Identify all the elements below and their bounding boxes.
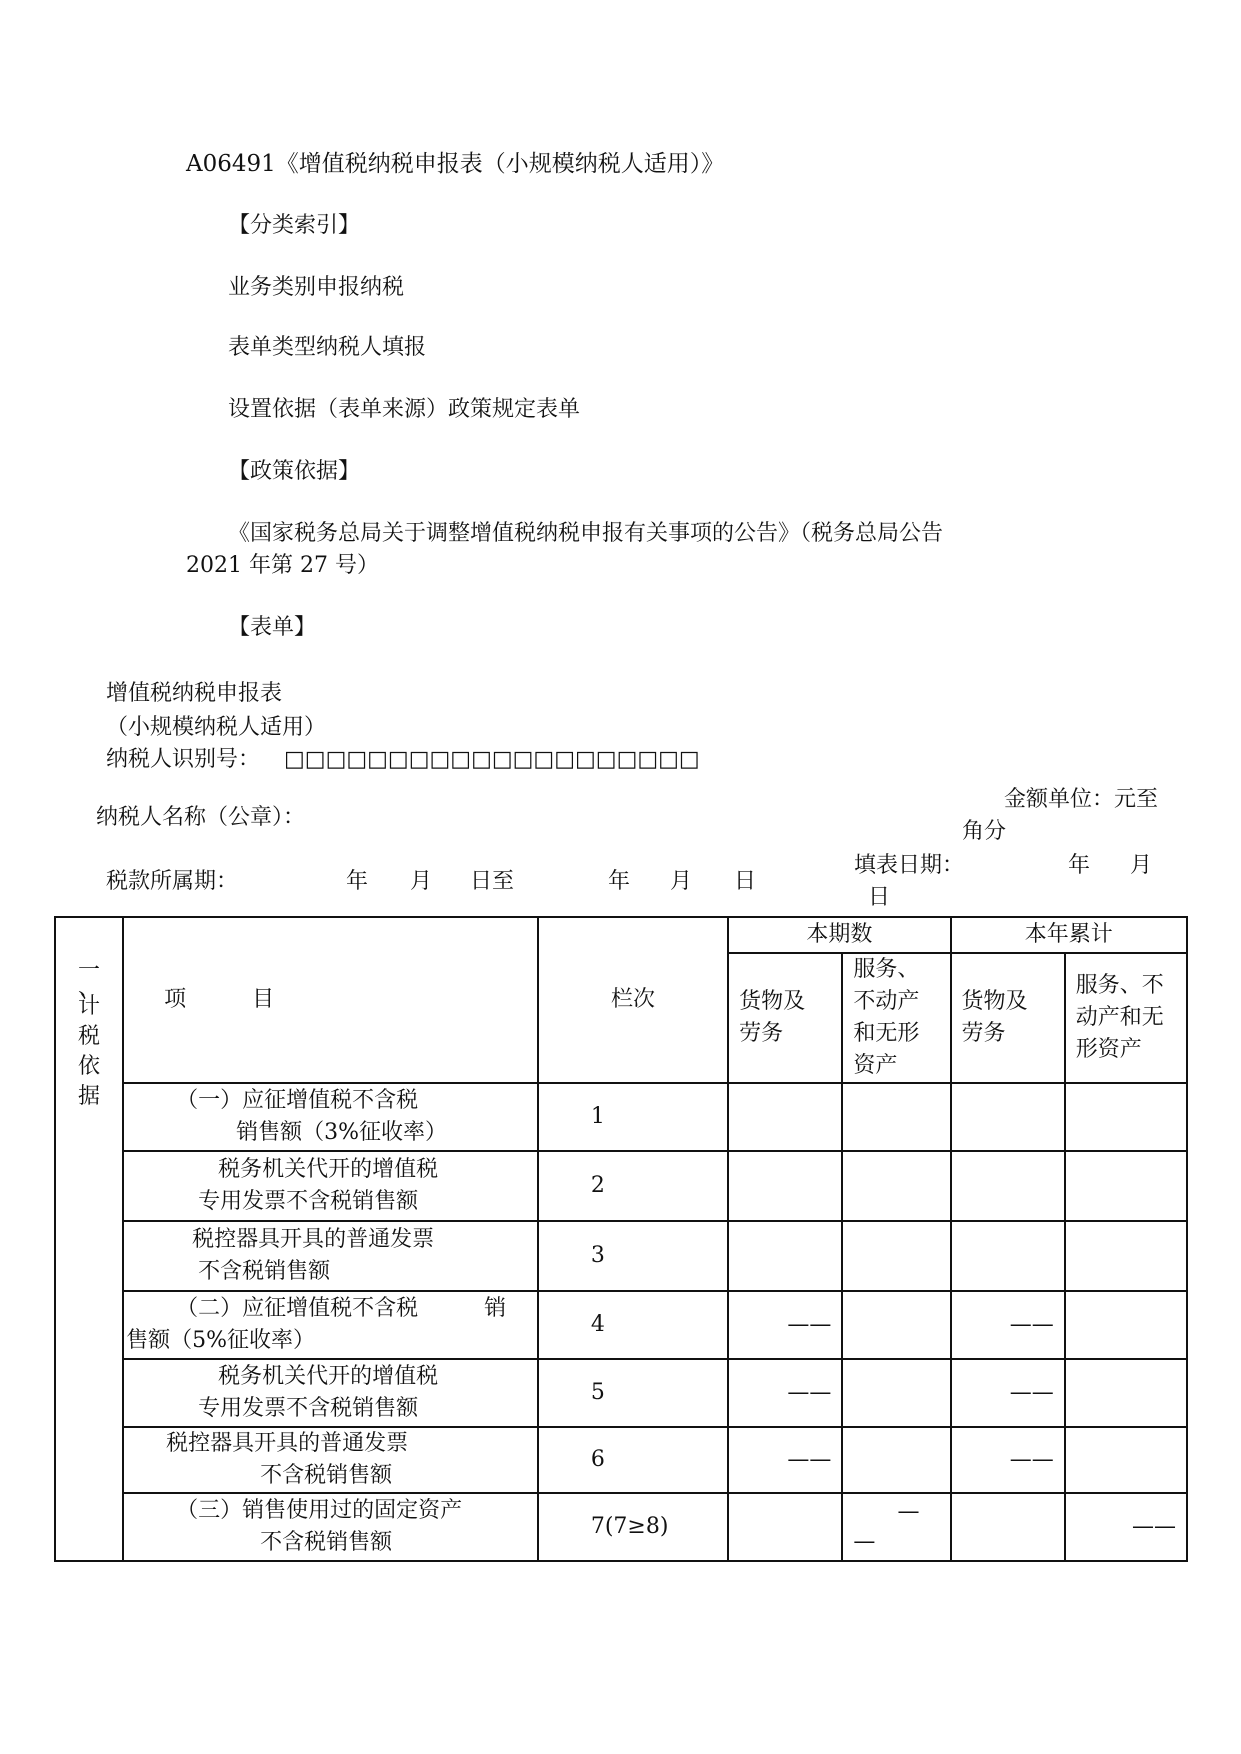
subheader-goods-line2: 劳务 <box>961 1021 1006 1046</box>
period-year-to: 年 <box>608 869 631 894</box>
row-number-cell: 2 <box>538 1151 728 1221</box>
cell-services-ytd[interactable] <box>1065 1427 1187 1493</box>
table-row <box>55 1493 1187 1561</box>
side-label-char: 依 <box>78 1054 101 1079</box>
subheader-services-line: 形资产 <box>1075 1037 1142 1062</box>
row-item-line2: 专用发票不含税销售额 <box>198 1396 419 1421</box>
section-heading-policy: 【政策依据】 <box>228 459 361 484</box>
subheader-goods-line1: 货物及 <box>961 989 1028 1014</box>
section-heading-form: 【表单】 <box>228 615 317 640</box>
row-item-label <box>123 1291 538 1359</box>
period-month-to: 月 <box>670 869 693 894</box>
cell-goods-current[interactable] <box>728 1493 842 1561</box>
cell-services-current[interactable] <box>842 1083 950 1151</box>
row-item-label <box>123 1083 538 1151</box>
cell-goods-ytd[interactable]: —— <box>951 1291 1065 1359</box>
cell-services-ytd[interactable]: —— <box>1065 1493 1187 1561</box>
row-item-line2: 专用发票不含税销售额 <box>198 1189 419 1214</box>
cell-services-current[interactable] <box>842 1427 950 1493</box>
row-item-line1: 税控器具开具的普通发票 <box>166 1431 409 1456</box>
tax-basis-side-label <box>55 917 123 1561</box>
row-number-cell: 7(7≥8) <box>538 1493 728 1561</box>
form-subtitle: （小规模纳税人适用） <box>106 715 327 740</box>
cell-goods-current[interactable]: —— <box>728 1291 842 1359</box>
row-item-line1: 税务机关代开的增值税 <box>218 1157 439 1182</box>
taxpayer-id-boxes[interactable]: □□□□□□□□□□□□□□□□□□□□ <box>284 747 700 772</box>
cell-services-ytd[interactable] <box>1065 1151 1187 1221</box>
subheader-goods-current <box>728 953 842 1083</box>
table-row <box>55 1291 1187 1359</box>
row-item-line2: 不含税销售额 <box>198 1259 331 1284</box>
period-month-from: 月 <box>410 869 433 894</box>
taxpayer-name-label: 纳税人名称（公章）： <box>96 805 306 830</box>
table-row <box>55 1151 1187 1221</box>
subheader-goods-line2: 劳务 <box>739 1021 784 1046</box>
subheader-services-line: 和无形 <box>853 1021 920 1046</box>
side-label-char: 一 <box>78 958 101 983</box>
row-item-line2: 售额（5%征收率） <box>126 1328 316 1353</box>
row-item-line2: 不含税销售额 <box>260 1530 393 1555</box>
side-label-char: 、 <box>78 976 101 1001</box>
subheader-services-line: 不动产 <box>853 989 920 1014</box>
policy-reference-line2: 2021 年第 27 号） <box>186 553 379 578</box>
cell-services-current[interactable] <box>842 1359 950 1427</box>
cell-goods-current[interactable] <box>728 1221 842 1291</box>
table-row <box>55 1221 1187 1291</box>
column-header-item <box>123 917 538 1083</box>
row-item-label <box>123 1221 538 1291</box>
document-code-title: A06491《增值税纳税申报表（小规模纳税人适用）》 <box>186 151 725 177</box>
tax-period-label: 税款所属期： <box>106 869 239 894</box>
column-header-row-no-text: 栏次 <box>610 987 655 1012</box>
section-heading-index: 【分类索引】 <box>228 213 361 238</box>
row-item-line2: 不含税销售额 <box>260 1463 393 1488</box>
cell-dash-line1: — <box>897 1499 920 1524</box>
cell-services-current[interactable] <box>842 1493 950 1561</box>
row-number-cell: 5 <box>538 1359 728 1427</box>
fill-date-year: 年 <box>1068 853 1091 878</box>
subheader-services-line: 动产和无 <box>1075 1005 1164 1030</box>
subheader-services-line: 资产 <box>853 1053 898 1078</box>
subheader-goods-line1: 货物及 <box>739 989 806 1014</box>
cell-services-ytd[interactable] <box>1065 1221 1187 1291</box>
period-day-to: 日至 <box>470 869 515 894</box>
cell-goods-current[interactable] <box>728 1151 842 1221</box>
cell-dash-line2: — <box>853 1529 876 1554</box>
column-header-row-no <box>538 917 728 1083</box>
table-row <box>55 1083 1187 1151</box>
policy-reference-line1: 《国家税务总局关于调整增值税纳税申报有关事项的公告》（税务总局公告 <box>228 521 944 546</box>
cell-services-ytd[interactable] <box>1065 1291 1187 1359</box>
table-row <box>55 1359 1187 1427</box>
row-number-cell: 4 <box>538 1291 728 1359</box>
row-item-line1: （三）销售使用过的固定资产 <box>176 1498 463 1523</box>
cell-services-current[interactable] <box>842 1151 950 1221</box>
column-header-item-text: 项 目 <box>164 987 275 1012</box>
row-number-cell: 3 <box>538 1221 728 1291</box>
cell-services-ytd[interactable] <box>1065 1083 1187 1151</box>
cell-services-ytd[interactable] <box>1065 1359 1187 1427</box>
table-row <box>55 1427 1187 1493</box>
fill-date-month: 月 <box>1130 853 1153 878</box>
row-number-cell: 6 <box>538 1427 728 1493</box>
row-item-line1: 税务机关代开的增值税 <box>218 1364 439 1389</box>
row-item-line1: （一）应征增值税不含税 <box>176 1088 419 1113</box>
group-header-year-to-date: 本年累计 <box>951 917 1187 953</box>
period-year-from: 年 <box>346 869 369 894</box>
row-item-label <box>123 1427 538 1493</box>
cell-goods-ytd[interactable]: —— <box>951 1427 1065 1493</box>
subheader-services-current <box>842 953 950 1083</box>
row-item-line1: （二）应征增值税不含税 销 <box>176 1296 507 1321</box>
fill-date-day: 日 <box>868 885 891 910</box>
cell-goods-current[interactable]: —— <box>728 1359 842 1427</box>
cell-services-current[interactable] <box>842 1221 950 1291</box>
cell-goods-ytd[interactable] <box>951 1221 1065 1291</box>
amount-unit-line2: 角分 <box>962 819 1007 844</box>
vat-declaration-table <box>54 916 1188 1562</box>
form-title: 增值税纳税申报表 <box>106 681 283 706</box>
row-number-cell: 1 <box>538 1083 728 1151</box>
side-label-char: 据 <box>78 1084 101 1109</box>
business-category-text: 业务类别申报纳税 <box>228 275 405 300</box>
subheader-services-line: 服务、不 <box>1075 973 1164 998</box>
basis-source-text: 设置依据（表单来源）政策规定表单 <box>228 397 581 422</box>
fill-date-label: 填表日期： <box>854 853 965 878</box>
subheader-goods-ytd <box>951 953 1065 1083</box>
subheader-services-line: 服务、 <box>853 957 920 982</box>
cell-goods-current[interactable]: —— <box>728 1427 842 1493</box>
side-label-char: 计 <box>78 994 101 1019</box>
subheader-services-ytd <box>1065 953 1187 1083</box>
row-item-label <box>123 1493 538 1561</box>
cell-goods-current[interactable] <box>728 1083 842 1151</box>
cell-goods-ytd[interactable] <box>951 1151 1065 1221</box>
row-item-line1: 税控器具开具的普通发票 <box>192 1227 435 1252</box>
cell-goods-ytd[interactable] <box>951 1083 1065 1151</box>
form-type-text: 表单类型纳税人填报 <box>228 335 427 360</box>
cell-services-current[interactable] <box>842 1291 950 1359</box>
cell-goods-ytd[interactable]: —— <box>951 1359 1065 1427</box>
amount-unit-line1: 金额单位：元至 <box>1004 787 1159 812</box>
taxpayer-id-label: 纳税人识别号： <box>106 747 261 772</box>
side-label-char: 税 <box>78 1024 101 1049</box>
row-item-label <box>123 1151 538 1221</box>
row-item-line2: 销售额（3%征收率） <box>236 1120 448 1145</box>
group-header-current-period: 本期数 <box>728 917 950 953</box>
period-day-end: 日 <box>734 869 757 894</box>
row-item-label <box>123 1359 538 1427</box>
cell-goods-ytd[interactable] <box>951 1493 1065 1561</box>
